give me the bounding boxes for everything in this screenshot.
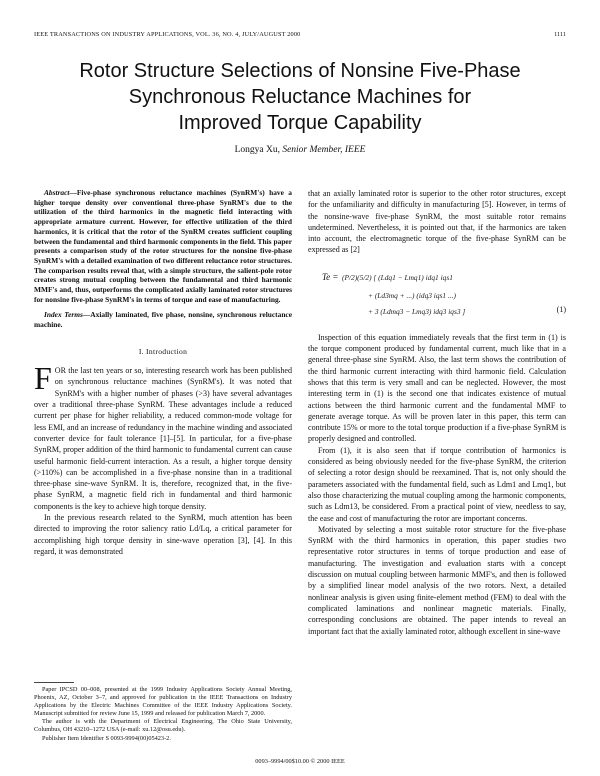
equation-lhs: Te = [322,271,339,282]
intro-paragraph-2: In the previous research related to the SynRM, much attention has been directed to improving the rotor saliency ratio Ld/Lq, a critical parameter for accomplishing high torque density in sine-wave operation [3], [4]. In this regard, it was demonstrated [34,513,292,556]
author-name: Longya Xu, [234,145,280,155]
footnote [34,686,292,743]
abstract [34,188,292,304]
index-terms-text: Axially laminated, five phase, nonsine, synchronous reluctance machine. [34,310,292,330]
left-column [34,188,292,557]
equation-1 [308,260,566,330]
footnote-paragraph-3: Publisher Item Identifier S 0093-9994(00)05423-2. [42,734,171,742]
paragraph-b: From (1), it is also seen that if torque contribution of harmonics is considered as being obviously needed for the five-phase SynRM, the criterion of selecting a rotor design should be reexamined. That is, not only should the parameters associated with the fundamental field, such as Ldm1 and Lmq1, but also those characterizing the mutual coupling among the harmonic components, such as Ldm13, be considered. From a practical point of view, needless to say, the ease and cost of manufacturing the rotor are important concerns. [308,445,566,523]
intro-paragraph-1-text: OR the last ten years or so, interesting research work has been published on synchronous reluctance machines (SynRM's). It was noted that SynRM's with a higher number of phases (>3) have several advantages over a traditional three-phase SynRM. These advantages include a reduced current per phase for higher reliability, a reduced common-mode voltage for less EMI, and an increase of redundancy in the machine winding and associated converter device for fault tolerance [1]–[5]. In particular, for a five-phase SynRM, proper addition of the third harmonic to fundamental current can cause useful harmonic field-current interaction. As a result, a higher torque density (>110%) can be accomplished in a five-phase nonsine than in a traditional three-phase sine-wave SynRM. It is, therefore, recognized that, in the five-phase SynRM, a magnetic field rich in fundamental and third harmonic components is the key to achieve high torque density. [34,366,292,511]
author-line [0,145,600,155]
equation-line-2: + (Ld3mq + ...) (idq3 iqs1 ...) [368,290,456,300]
paragraph-continued: that an axially laminated rotor is superior to the other rotor structures, except for the unfamiliarity and difficulty in manufacturing [5]. However, in terms of the nonsine-wave five-phase SynRM, the most suitable rotor remains undetermined. Nevertheless, it is pointed out that, if the harmonics are taken into account, the electromagnetic torque of the five-phase SynRM can be expressed as [2] [308,189,566,255]
paper-title [40,58,560,136]
equation-line-1: (P/2)(5/2) [ (Ldq1 − Lmq1) idq1 iqs1 [342,272,453,282]
equation-line-3: + 3 (Ldmq3 − Lmq3) idq3 iqs3 ] [368,306,466,316]
abstract-text: Five-phase synchronous reluctance machines (SynRM's) have a higher torque density over conventional three-phase SynRM's due to the utilization of the third harmonics in the magnetic field interacting with appropriate armature current. However, for effective utilization of the third harmonics, it is critical that the rotor of the SynRM creates sufficient coupling between the fundamental and third harmonic components in the field. This paper presents a comparison study of the rotor structures for the nonsine five-phase SynRM's with a detailed examination of two different reluctance rotor structures. The comparison results reveal that, with a simple structure, the salient-pole rotor creates strong mutual coupling between the fundamental and third harmonic MMF's and, thus, outperforms the complicated axially laminated rotor structures for nonsine five-phase SynRM's in terms of torque and ease of manufacturing. [34,188,292,304]
drop-cap: F [34,360,52,397]
author-role: Senior Member, IEEE [282,145,366,155]
footnote-paragraph-2: The author is with the Department of Electrical Engineering, The Ohio State University, Columbus, OH 43210–1272 USA (e-mail: xu.12@osu.edu). [34,718,292,734]
intro-paragraph-1 [34,360,292,512]
paragraph-a: Inspection of this equation immediately reveals that the first term in (1) is the torque component produced by fundamental current, much like that in a general three-phase sine SynRM. Also, the last term shows the contribution of the third harmonic current interacting with third harmonic field. Calculation shows that this term is very small and can be neglected. However, the most interesting term in (1) is the second one that indicates existence of mutual actions between the third harmonic current and the fundamental MMF to generate average torque. As will be proven later in this paper, this term can contribute 15% or more to the total torque production if a five-phase SynRM is properly designed and controlled. [308,332,566,444]
paragraph-c: Motivated by selecting a most suitable rotor structure for the five-phase SynRM with the third harmonics in operation, this paper studies two representative rotor structures in terms of torque production and ease of manufacturing. The investigation and evaluation starts with a concept discussion on mutual coupling between harmonic MMF's, and then is followed by a simplified linear model analysis of the two rotors. Next, a detailed nonlinear analysis is given using finite-element method (FEM) to deal with the complicated laminations and nonlinear magnetic materials. Finally, corresponding conclusions are obtained. The paper intends to reveal an important fact that the axially laminated rotor, although excellent in sine-wave [308,524,566,636]
title-line-3: Improved Torque Capability [178,112,422,134]
running-header: IEEE TRANSACTIONS ON INDUSTRY APPLICATIONS, VOL. 36, NO. 4, JULY/AUGUST 2000 [34,31,301,38]
index-terms-lead: Index Terms— [44,310,91,320]
title-line-1: Rotor Structure Selections of Nonsine Five-Phase [79,60,521,82]
equation-number: (1) [556,304,566,314]
abstract-lead: Abstract— [44,188,77,197]
right-column [308,188,566,637]
copyright-line: 0093–9994/00$10.00 © 2000 IEEE [255,758,345,765]
section-heading-introduction: I. Introduction [138,346,188,356]
page-number: 1111 [554,31,566,38]
index-terms [34,310,292,329]
footnote-rule [34,682,74,683]
footnote-paragraph-1: Paper IPCSD 00–008, presented at the 1999 Industry Applications Society Annual Meeting, Phoenix, AZ, October 3–7, and approved for publication in the IEEE Transactions on Industry Applications by the Electric Machines Committee of the IEEE Industry Applications Society. Manuscript submitted for review June 15, 1999 and released for publication March 7, 2000. [34,686,292,718]
title-line-2: Synchronous Reluctance Machines for [128,86,472,108]
